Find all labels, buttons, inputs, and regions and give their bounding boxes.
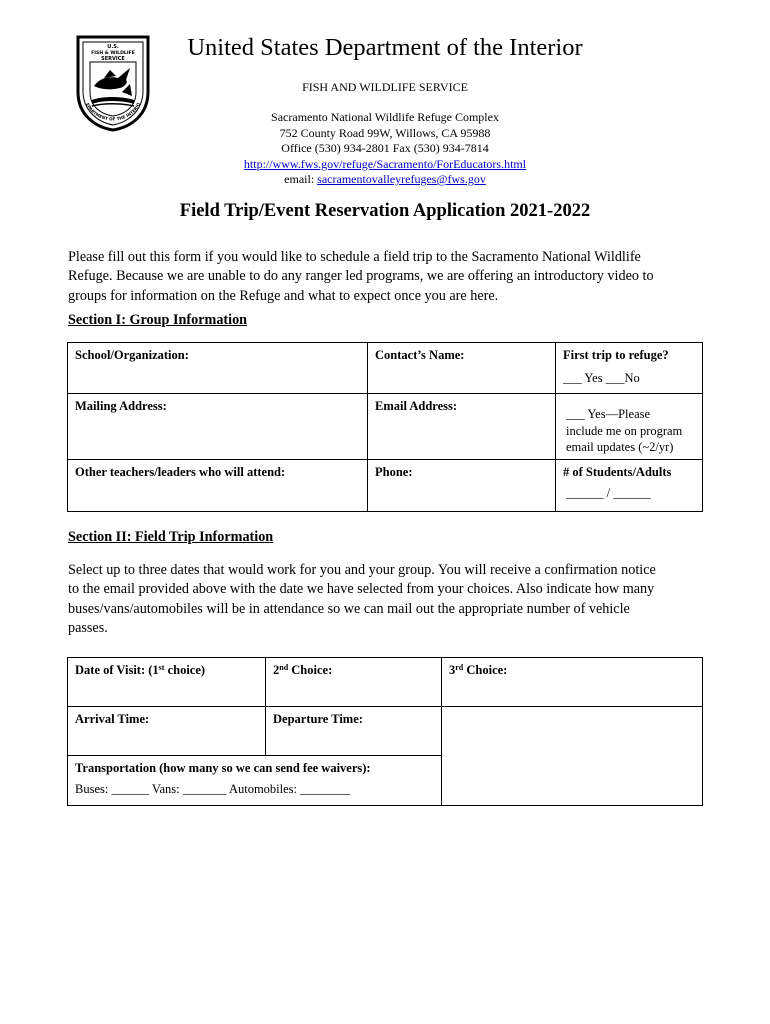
section-1-heading: Section I: Group Information: [68, 312, 248, 328]
form-title: Field Trip/Event Reservation Application 2021-2022: [179, 201, 591, 221]
address-line: Sacramento National Wildlife Refuge Complex: [271, 110, 499, 124]
students-adults-field[interactable]: # of Students/Adults ______ / ______: [556, 460, 703, 512]
trip-info-table: [67, 657, 703, 806]
intro-paragraph: Please fill out this form if you would like to schedule a field trip to the Sacramento National Wildlife Refuge. Because we are unable to do any ranger led programs, we are offering an introductory video to groups for information on the Refuge and what to expect once you are here.: [68, 249, 654, 304]
blank-cell: [442, 707, 703, 806]
date-choice-1-field[interactable]: Date of Visit: (1st choice): [68, 658, 266, 707]
first-trip-field[interactable]: First trip to refuge? ___ Yes ___No: [556, 343, 703, 394]
address-line: 752 County Road 99W, Willows, CA 95988: [279, 125, 491, 140]
yes-no-choice: ___ Yes ___No: [563, 371, 640, 385]
department-title: United States Department of the Interior: [187, 34, 583, 61]
phone-field[interactable]: Phone:: [368, 460, 556, 512]
date-choice-3-field[interactable]: 3rd Choice:: [442, 658, 703, 707]
transportation-field[interactable]: Transportation (how many so we can send fee waivers): Buses: ______ Vans: _______ Automobiles: ________: [68, 756, 442, 806]
date-choice-2-field[interactable]: 2nd Choice:: [266, 658, 442, 707]
group-info-table: [67, 342, 703, 512]
section-2-heading: Section II: Field Trip Information: [68, 529, 274, 545]
agency-name: FISH AND WILDLIFE SERVICE: [302, 80, 468, 94]
school-field[interactable]: School/Organization:: [68, 343, 368, 394]
departure-time-field[interactable]: Departure Time:: [266, 707, 442, 756]
section-2-intro: Select up to three dates that would work for you and your group. You will receive a confirmation notice to the email provided above with the date we have selected from your choices. Also indicate how many buses/vans/automobiles will be in attendance so we can mail out the appropriate number of vehicle passes.: [68, 562, 656, 637]
email-address-field[interactable]: Email Address:: [368, 394, 556, 460]
other-leaders-field[interactable]: Other teachers/leaders who will attend:: [68, 460, 368, 512]
svg-text:FISH & WILDLIFE: FISH & WILDLIFE: [91, 51, 135, 56]
email-updates-option[interactable]: ___ Yes—Please include me on program email updates (~2/yr): [556, 394, 703, 460]
svg-text:SERVICE: SERVICE: [101, 56, 125, 62]
email-link[interactable]: sacramentovalleyrefuges@fws.gov: [317, 172, 486, 186]
arrival-time-field[interactable]: Arrival Time:: [68, 707, 266, 756]
phone-fax-line: Office (530) 934-2801 Fax (530) 934-7814: [281, 141, 489, 155]
svg-text:U.S.: U.S.: [107, 44, 119, 50]
vehicle-counts: Buses: ______ Vans: _______ Automobiles: ________: [75, 782, 351, 796]
contact-block: [120, 110, 650, 188]
mailing-address-field[interactable]: Mailing Address:: [68, 394, 368, 460]
svg-text:DEPARTMENT OF THE INTERIOR: EPARTMENT OF THE INTERIO: [85, 101, 142, 122]
website-link[interactable]: http://www.fws.gov/refuge/Sacramento/ForEducators.html: [243, 156, 527, 171]
contact-name-field[interactable]: Contact’s Name:: [368, 343, 556, 394]
email-label: email:: [284, 172, 318, 186]
